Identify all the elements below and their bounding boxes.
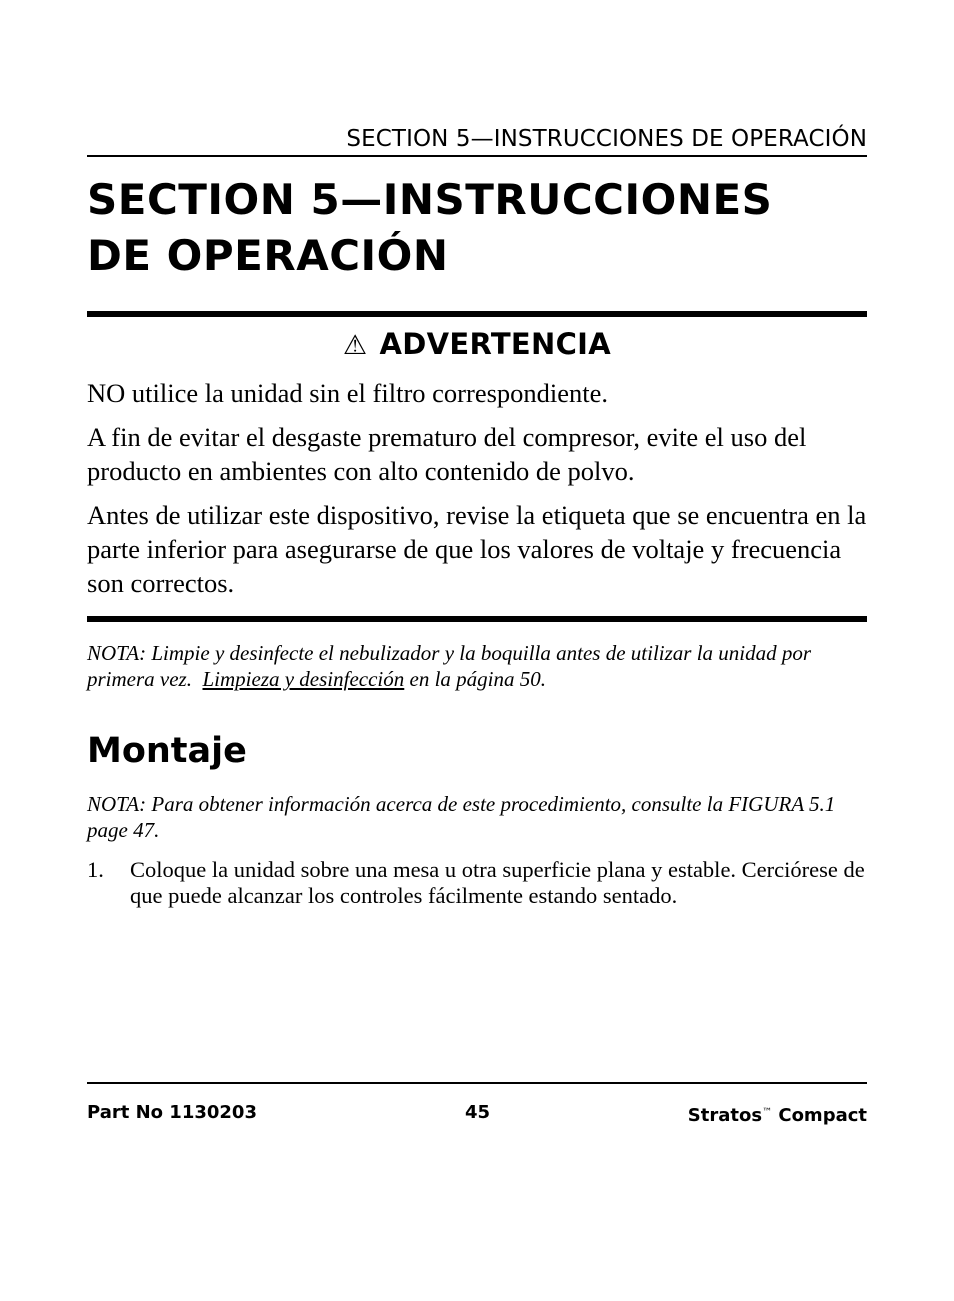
section-title <box>87 172 867 284</box>
page-number: 45 <box>465 1102 491 1123</box>
warning-rule-top <box>87 311 867 317</box>
page-footer <box>87 1100 867 1126</box>
footer-rule <box>87 1082 867 1084</box>
section-title-line-2: DE OPERACIÓN <box>87 231 449 280</box>
warning-body <box>87 376 867 610</box>
product-brand: Stratos <box>687 1105 763 1126</box>
warning-rule-bottom <box>87 616 867 622</box>
trademark-symbol: ™ <box>762 1107 773 1118</box>
warning-heading <box>87 324 867 366</box>
montaje-title: Montaje <box>87 731 247 771</box>
cleaning-note-prefix: NOTA: Limpie y desinfecte el nebulizador y la boquilla antes de utilizar la unidad por primera vez. <box>87 641 812 691</box>
list-item <box>87 857 867 909</box>
cleaning-note <box>87 640 877 692</box>
warning-triangle-icon: ⚠ <box>343 330 368 361</box>
manual-page <box>87 0 867 1301</box>
product-name <box>688 1100 867 1129</box>
cleaning-note-suffix: en la página 50. <box>409 667 547 691</box>
montaje-note: NOTA: Para obtener información acerca de este procedimiento, consulte la FIGURA 5.1 page 47. <box>87 792 836 842</box>
section-title-line-1: SECTION 5—INSTRUCCIONES <box>87 175 773 224</box>
header-rule <box>87 155 867 157</box>
warning-paragraph-2: A fin de evitar el desgaste prematuro del compresor, evite el uso del producto en ambientes con alto contenido de polvo. <box>87 422 807 486</box>
warning-paragraph-1: NO utilice la unidad sin el filtro correspondiente. <box>87 378 609 408</box>
product-model: Compact <box>778 1105 867 1126</box>
step-number: 1. <box>87 857 104 882</box>
running-header: SECTION 5—INSTRUCCIONES DE OPERACIÓN <box>346 126 867 152</box>
warning-heading-text: ADVERTENCIA <box>379 327 611 361</box>
warning-paragraph-3: Antes de utilizar este dispositivo, revise la etiqueta que se encuentra en la parte inferior para asegurarse de que los valores de voltaje y frecuencia son correctos. <box>87 500 867 598</box>
part-number: Part No 1130203 <box>87 1102 257 1123</box>
step-text: Coloque la unidad sobre una mesa u otra superficie plana y estable. Cerciórese de que puede alcanzar los controles fácilmente estando sentado. <box>130 857 865 908</box>
montaje-steps <box>87 857 867 909</box>
cleaning-link[interactable]: Limpieza y desinfección <box>202 667 405 691</box>
